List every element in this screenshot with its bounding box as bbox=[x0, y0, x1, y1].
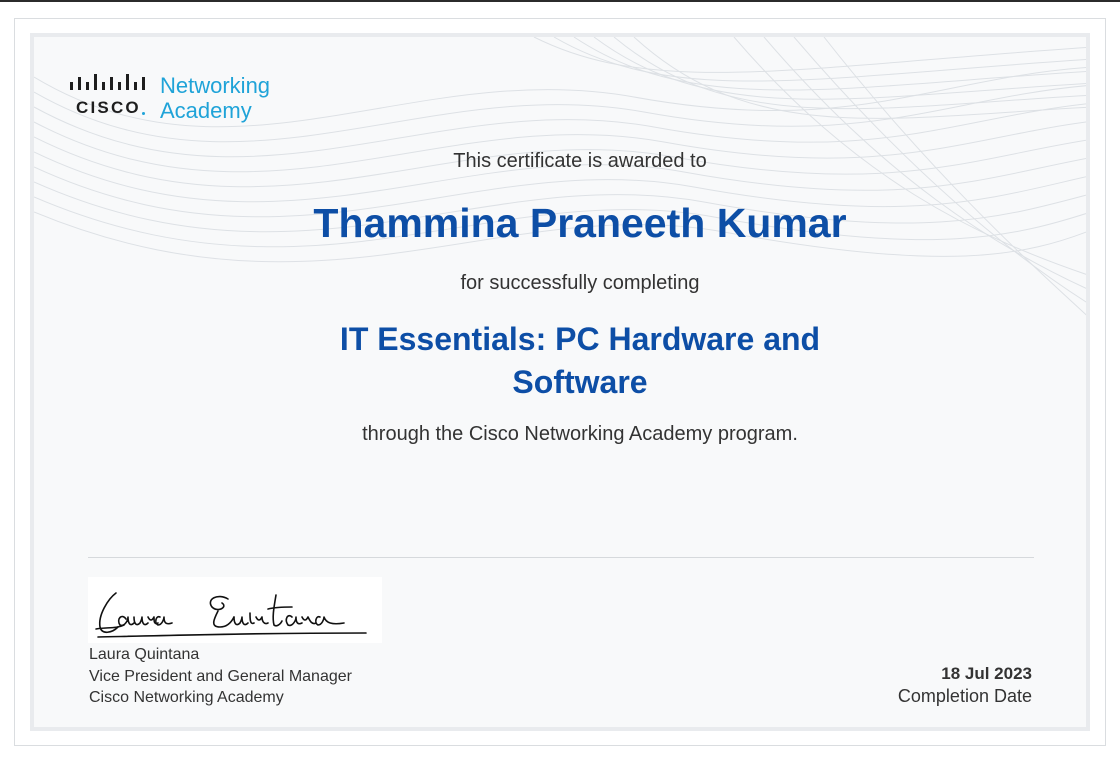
signatory-title: Vice President and General Manager bbox=[89, 668, 352, 685]
handwritten-signature bbox=[88, 577, 382, 643]
signatory-organization: Cisco Networking Academy bbox=[89, 689, 284, 706]
course-title-line-1: IT Essentials: PC Hardware and bbox=[339, 321, 821, 357]
cisco-networking-academy-logo bbox=[68, 72, 308, 124]
completion-date: 18 Jul 2023 bbox=[941, 664, 1032, 683]
signatory-name: Laura Quintana bbox=[89, 646, 200, 663]
course-title bbox=[310, 318, 850, 404]
cisco-bridge-icon bbox=[68, 72, 148, 96]
completing-statement: for successfully completing bbox=[460, 272, 700, 294]
awarded-statement: This certificate is awarded to bbox=[453, 150, 707, 172]
recipient-name: Thammina Praneeth Kumar bbox=[313, 200, 847, 246]
cisco-wordmark-dot bbox=[142, 112, 145, 115]
signature-divider bbox=[88, 557, 1034, 558]
completion-date-label: Completion Date bbox=[897, 686, 1032, 706]
logo-networking-text: Networking bbox=[160, 73, 271, 98]
program-statement: through the Cisco Networking Academy program. bbox=[362, 423, 798, 445]
course-title-line-2: Software bbox=[512, 364, 648, 400]
logo-academy-text: Academy bbox=[160, 98, 252, 123]
top-border-line bbox=[0, 0, 1120, 2]
cisco-wordmark: CISCO bbox=[76, 98, 141, 117]
signature-image bbox=[88, 577, 382, 643]
